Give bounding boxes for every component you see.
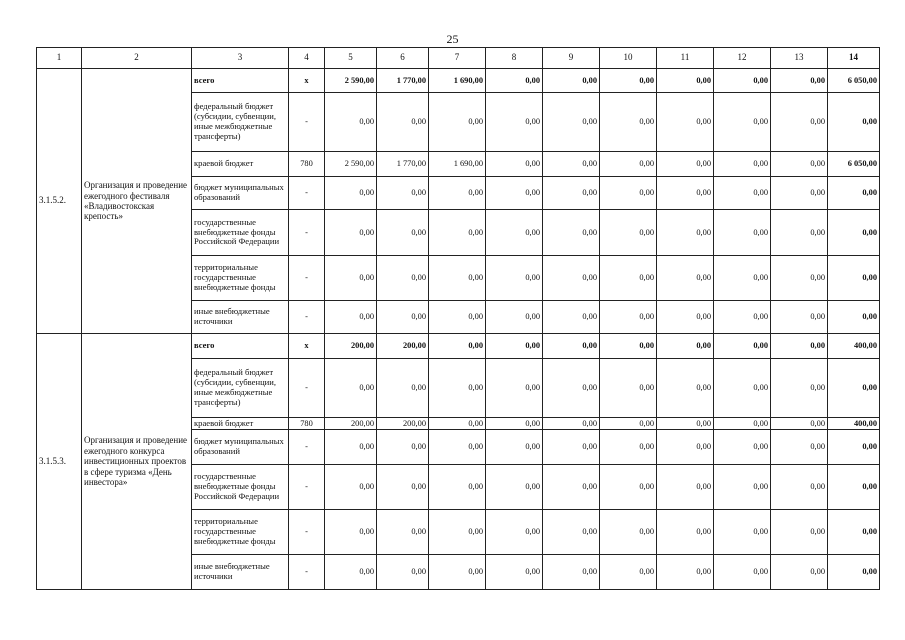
year-value: 0,00 (600, 210, 657, 256)
budget-code: - (289, 359, 325, 418)
column-header: 12 (714, 48, 771, 69)
year-value: 0,00 (771, 418, 828, 430)
funding-source: иные внебюджетные источники (192, 555, 289, 590)
year-value: 0,00 (600, 177, 657, 210)
year-value: 0,00 (486, 177, 543, 210)
year-value: 0,00 (771, 359, 828, 418)
year-value: 2 590,00 (325, 152, 377, 177)
budget-code: - (289, 177, 325, 210)
year-value: 1 690,00 (429, 69, 486, 93)
year-value: 0,00 (429, 256, 486, 301)
funding-source: федеральный бюджет (субсидии, субвенции, иные межбюджетные трансферты) (192, 359, 289, 418)
total-value: 0,00 (828, 256, 880, 301)
year-value: 0,00 (657, 430, 714, 465)
budget-code: - (289, 465, 325, 510)
year-value: 0,00 (771, 69, 828, 93)
year-value: 0,00 (325, 510, 377, 555)
year-value: 0,00 (771, 430, 828, 465)
year-value: 0,00 (325, 256, 377, 301)
year-value: 1 770,00 (377, 69, 429, 93)
year-value: 0,00 (600, 256, 657, 301)
year-value: 0,00 (377, 465, 429, 510)
year-value: 0,00 (325, 93, 377, 152)
year-value: 0,00 (714, 510, 771, 555)
total-value: 0,00 (828, 210, 880, 256)
budget-code: - (289, 256, 325, 301)
year-value: 0,00 (543, 510, 600, 555)
total-value: 0,00 (828, 555, 880, 590)
column-header: 9 (543, 48, 600, 69)
column-header: 1 (37, 48, 82, 69)
year-value: 0,00 (600, 152, 657, 177)
year-value: 0,00 (714, 152, 771, 177)
year-value: 0,00 (543, 359, 600, 418)
header-row (37, 48, 880, 69)
year-value: 0,00 (486, 256, 543, 301)
year-value: 200,00 (377, 418, 429, 430)
funding-source: бюджет муниципальных образований (192, 430, 289, 465)
year-value: 0,00 (377, 430, 429, 465)
funding-source: государственные внебюджетные фонды Российской Федерации (192, 465, 289, 510)
year-value: 0,00 (429, 177, 486, 210)
year-value: 0,00 (486, 359, 543, 418)
year-value: 0,00 (714, 465, 771, 510)
year-value: 0,00 (486, 418, 543, 430)
year-value: 0,00 (771, 555, 828, 590)
budget-code: - (289, 301, 325, 334)
year-value: 0,00 (600, 334, 657, 359)
year-value: 0,00 (714, 69, 771, 93)
budget-code: 780 (289, 152, 325, 177)
year-value: 0,00 (714, 256, 771, 301)
year-value: 0,00 (429, 465, 486, 510)
year-value: 0,00 (325, 555, 377, 590)
year-value: 0,00 (377, 256, 429, 301)
budget-code: - (289, 210, 325, 256)
funding-source: территориальные государственные внебюджетные фонды (192, 256, 289, 301)
column-header: 13 (771, 48, 828, 69)
year-value: 0,00 (543, 430, 600, 465)
column-header: 8 (486, 48, 543, 69)
activity-name: Организация и проведение ежегодного конкурса инвестиционных проектов в сфере туризма «День инвестора» (82, 334, 192, 590)
year-value: 0,00 (600, 418, 657, 430)
funding-source: федеральный бюджет (субсидии, субвенции, иные межбюджетные трансферты) (192, 93, 289, 152)
year-value: 0,00 (714, 334, 771, 359)
total-value: 0,00 (828, 93, 880, 152)
total-value: 0,00 (828, 510, 880, 555)
year-value: 0,00 (325, 430, 377, 465)
budget-code: х (289, 69, 325, 93)
column-header: 3 (192, 48, 289, 69)
year-value: 0,00 (714, 177, 771, 210)
year-value: 0,00 (657, 93, 714, 152)
activity-code: 3.1.5.2. (37, 69, 82, 334)
budget-code: х (289, 334, 325, 359)
year-value: 0,00 (377, 510, 429, 555)
year-value: 200,00 (325, 418, 377, 430)
funding-source: иные внебюджетные источники (192, 301, 289, 334)
year-value: 0,00 (600, 465, 657, 510)
year-value: 0,00 (600, 69, 657, 93)
year-value: 0,00 (714, 418, 771, 430)
year-value: 0,00 (543, 465, 600, 510)
year-value: 0,00 (325, 359, 377, 418)
year-value: 0,00 (657, 465, 714, 510)
activity-name: Организация и проведение ежегодного фестиваля «Владивостокская крепость» (82, 69, 192, 334)
total-value: 0,00 (828, 177, 880, 210)
year-value: 0,00 (543, 177, 600, 210)
year-value: 0,00 (429, 510, 486, 555)
budget-code: - (289, 430, 325, 465)
year-value: 0,00 (429, 210, 486, 256)
year-value: 0,00 (486, 93, 543, 152)
table-row (37, 69, 880, 93)
year-value: 0,00 (377, 210, 429, 256)
budget-code: - (289, 555, 325, 590)
column-header: 7 (429, 48, 486, 69)
year-value: 0,00 (377, 555, 429, 590)
total-value: 0,00 (828, 301, 880, 334)
year-value: 0,00 (771, 210, 828, 256)
funding-source: всего (192, 69, 289, 93)
total-value: 0,00 (828, 359, 880, 418)
year-value: 0,00 (377, 177, 429, 210)
year-value: 0,00 (657, 418, 714, 430)
year-value: 0,00 (714, 430, 771, 465)
year-value: 0,00 (657, 359, 714, 418)
year-value: 0,00 (714, 555, 771, 590)
year-value: 0,00 (771, 510, 828, 555)
budget-code: - (289, 510, 325, 555)
year-value: 0,00 (325, 210, 377, 256)
year-value: 0,00 (771, 93, 828, 152)
year-value: 0,00 (543, 256, 600, 301)
year-value: 0,00 (714, 359, 771, 418)
budget-code: 780 (289, 418, 325, 430)
year-value: 0,00 (771, 301, 828, 334)
year-value: 0,00 (543, 301, 600, 334)
activity-code: 3.1.5.3. (37, 334, 82, 590)
year-value: 0,00 (714, 210, 771, 256)
budget-code: - (289, 93, 325, 152)
year-value: 0,00 (657, 69, 714, 93)
year-value: 0,00 (429, 430, 486, 465)
year-value: 0,00 (600, 430, 657, 465)
year-value: 0,00 (714, 93, 771, 152)
year-value: 0,00 (325, 465, 377, 510)
column-header: 4 (289, 48, 325, 69)
year-value: 0,00 (486, 152, 543, 177)
year-value: 0,00 (714, 301, 771, 334)
year-value: 0,00 (600, 301, 657, 334)
column-header: 2 (82, 48, 192, 69)
year-value: 1 690,00 (429, 152, 486, 177)
year-value: 0,00 (486, 69, 543, 93)
year-value: 0,00 (429, 555, 486, 590)
year-value: 2 590,00 (325, 69, 377, 93)
year-value: 0,00 (543, 555, 600, 590)
year-value: 0,00 (600, 510, 657, 555)
year-value: 0,00 (771, 465, 828, 510)
year-value: 0,00 (543, 152, 600, 177)
year-value: 0,00 (543, 93, 600, 152)
year-value: 0,00 (377, 93, 429, 152)
total-value: 6 050,00 (828, 69, 880, 93)
year-value: 0,00 (429, 418, 486, 430)
year-value: 0,00 (657, 555, 714, 590)
year-value: 0,00 (429, 93, 486, 152)
year-value: 0,00 (325, 301, 377, 334)
total-value: 400,00 (828, 334, 880, 359)
year-value: 0,00 (657, 334, 714, 359)
year-value: 0,00 (657, 210, 714, 256)
year-value: 0,00 (657, 301, 714, 334)
year-value: 0,00 (429, 359, 486, 418)
total-value: 0,00 (828, 430, 880, 465)
year-value: 0,00 (600, 359, 657, 418)
year-value: 0,00 (543, 210, 600, 256)
total-value: 0,00 (828, 465, 880, 510)
year-value: 1 770,00 (377, 152, 429, 177)
year-value: 0,00 (486, 555, 543, 590)
year-value: 0,00 (486, 510, 543, 555)
year-value: 0,00 (657, 152, 714, 177)
year-value: 0,00 (325, 177, 377, 210)
year-value: 0,00 (657, 510, 714, 555)
total-value: 6 050,00 (828, 152, 880, 177)
year-value: 0,00 (429, 301, 486, 334)
column-header: 5 (325, 48, 377, 69)
budget-table (36, 47, 880, 590)
year-value: 0,00 (377, 359, 429, 418)
funding-source: краевой бюджет (192, 418, 289, 430)
year-value: 0,00 (543, 418, 600, 430)
year-value: 0,00 (600, 93, 657, 152)
year-value: 0,00 (486, 210, 543, 256)
year-value: 0,00 (543, 69, 600, 93)
year-value: 200,00 (325, 334, 377, 359)
year-value: 0,00 (486, 301, 543, 334)
year-value: 0,00 (771, 152, 828, 177)
year-value: 0,00 (543, 334, 600, 359)
year-value: 0,00 (771, 256, 828, 301)
funding-source: государственные внебюджетные фонды Российской Федерации (192, 210, 289, 256)
total-value: 400,00 (828, 418, 880, 430)
year-value: 0,00 (771, 177, 828, 210)
year-value: 0,00 (486, 465, 543, 510)
page-number: 25 (446, 32, 459, 46)
funding-source: всего (192, 334, 289, 359)
funding-source: краевой бюджет (192, 152, 289, 177)
column-header: 14 (828, 48, 880, 69)
year-value: 200,00 (377, 334, 429, 359)
year-value: 0,00 (486, 334, 543, 359)
year-value: 0,00 (377, 301, 429, 334)
year-value: 0,00 (429, 334, 486, 359)
year-value: 0,00 (600, 555, 657, 590)
column-header: 11 (657, 48, 714, 69)
funding-source: бюджет муниципальных образований (192, 177, 289, 210)
table-row (37, 334, 880, 359)
funding-source: территориальные государственные внебюджетные фонды (192, 510, 289, 555)
year-value: 0,00 (657, 256, 714, 301)
column-header: 6 (377, 48, 429, 69)
year-value: 0,00 (657, 177, 714, 210)
column-header: 10 (600, 48, 657, 69)
year-value: 0,00 (771, 334, 828, 359)
year-value: 0,00 (486, 430, 543, 465)
